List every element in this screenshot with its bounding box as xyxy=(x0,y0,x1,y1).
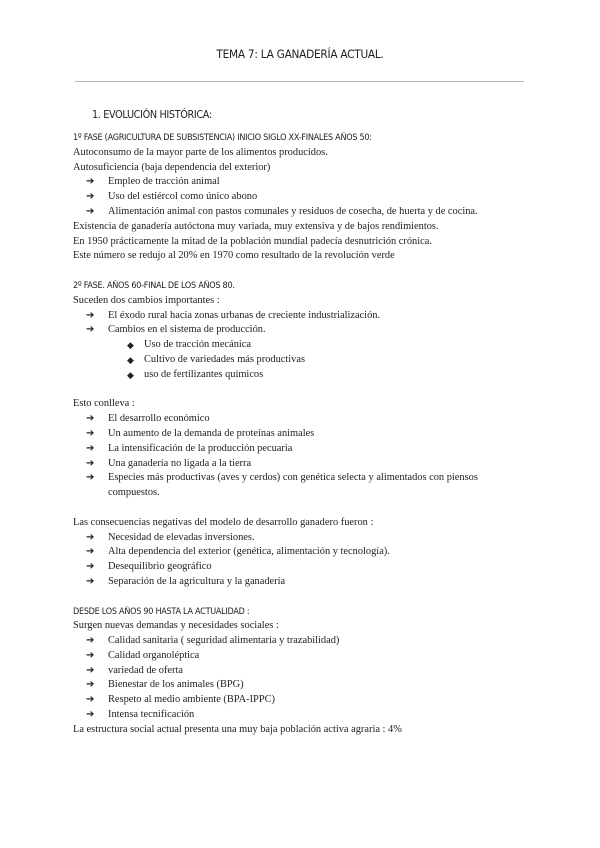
phase2-sub-bullet: ◆ uso de fertilizantes químicos xyxy=(73,368,543,383)
phase3-bullet: ➔ Respeto al medio ambiente (BPA-IPPC) xyxy=(73,693,543,708)
arrow-right-icon: ➔ xyxy=(86,472,95,484)
negativas-intro: Las consecuencias negativas del modelo de desarrollo ganadero fueron : xyxy=(73,516,374,528)
negativas-bullet: ➔ Alta dependencia del exterior (genética, alimentación y tecnología). xyxy=(73,545,543,560)
phase2-bullet: ➔ Cambios en el sistema de producción. xyxy=(73,323,543,338)
arrow-right-icon: ➔ xyxy=(86,457,95,469)
arrow-right-icon: ➔ xyxy=(86,205,95,217)
phase3-bullet: ➔ Intensa tecnificación xyxy=(73,708,543,723)
diamond-bullet-icon: ◆ xyxy=(127,340,134,351)
section-heading: 1. EVOLUCIÓN HISTÓRICA: xyxy=(92,108,212,121)
conlleva-bullet: ➔ El desarrollo económico xyxy=(73,412,543,427)
arrow-right-icon: ➔ xyxy=(86,531,95,543)
document-body xyxy=(73,131,543,738)
arrow-right-icon: ➔ xyxy=(86,649,95,661)
phase1-after-line: En 1950 prácticamente la mitad de la población mundial padecía desnutrición crónica. xyxy=(73,235,432,247)
phase2-bullet: ➔ El éxodo rural hacia zonas urbanas de creciente industrialización. xyxy=(73,309,543,324)
arrow-right-icon: ➔ xyxy=(86,442,95,454)
arrow-right-icon: ➔ xyxy=(86,694,95,706)
diamond-bullet-icon: ◆ xyxy=(127,369,134,380)
conlleva-bullet: ➔ Una ganadería no ligada a la tierra xyxy=(73,457,543,472)
conlleva-intro: Esto conlleva : xyxy=(73,398,135,410)
conlleva-bullet: ➔ Especies más productivas (aves y cerdos) con genética selecta y alimentados con piensos xyxy=(73,471,543,486)
document-title: TEMA 7: LA GANADERÍA ACTUAL. xyxy=(216,47,384,61)
conlleva-bullet: ➔ Un aumento de la demanda de proteínas animales xyxy=(73,427,543,442)
phase1-after-line: Existencia de ganadería autóctona muy variada, muy extensiva y de bajos rendimientos. xyxy=(73,220,439,232)
phase2-sub-bullet: ◆ Cultivo de variedades más productivas xyxy=(73,353,543,368)
phase1-bullet: ➔ Empleo de tracción animal xyxy=(73,175,543,190)
arrow-right-icon: ➔ xyxy=(86,176,95,188)
arrow-right-icon: ➔ xyxy=(86,413,95,425)
phase1-heading: 1º FASE (AGRICULTURA DE SUBSISTENCIA) INICIO SIGLO XX-FINALES AÑOS 50: xyxy=(73,133,372,143)
phase2-intro: Suceden dos cambios importantes : xyxy=(73,294,220,306)
phase1-bullet: ➔ Uso del estiércol como único abono xyxy=(73,190,543,205)
arrow-right-icon: ➔ xyxy=(86,575,95,587)
phase1-after-line: Este número se redujo al 20% en 1970 como resultado de la revolución verde xyxy=(73,250,395,262)
arrow-right-icon: ➔ xyxy=(86,546,95,558)
arrow-right-icon: ➔ xyxy=(86,635,95,647)
conlleva-bullet: ➔ La intensificación de la producción pecuaria xyxy=(73,442,543,457)
phase3-intro: Surgen nuevas demandas y necesidades sociales : xyxy=(73,620,279,632)
negativas-bullet: ➔ Separación de la agricultura y la ganadería xyxy=(73,575,543,590)
phase3-closing: La estructura social actual presenta una muy baja población activa agraria : 4% xyxy=(73,723,402,735)
arrow-right-icon: ➔ xyxy=(86,679,95,691)
arrow-right-icon: ➔ xyxy=(86,709,95,721)
phase2-heading: 2º FASE. AÑOS 60-FINAL DE LOS AÑOS 80. xyxy=(73,280,235,291)
phase2-sub-bullet: ◆ Uso de tracción mecánica xyxy=(73,338,543,353)
conlleva-bullet-continuation: compuestos. xyxy=(108,487,160,499)
phase1-line: Autosuficiencia (baja dependencia del exterior) xyxy=(73,161,271,173)
negativas-bullet: ➔ Necesidad de elevadas inversiones. xyxy=(73,531,543,546)
arrow-right-icon: ➔ xyxy=(86,309,95,321)
phase3-bullet: ➔ Bienestar de los animales (BPG) xyxy=(73,678,543,693)
arrow-right-icon: ➔ xyxy=(86,191,95,203)
diamond-bullet-icon: ◆ xyxy=(127,354,134,365)
phase3-bullet: ➔ variedad de oferta xyxy=(73,664,543,679)
arrow-right-icon: ➔ xyxy=(86,324,95,336)
title-divider xyxy=(75,81,524,82)
arrow-right-icon: ➔ xyxy=(86,664,95,676)
arrow-right-icon: ➔ xyxy=(86,561,95,573)
phase1-bullet: ➔ Alimentación animal con pastos comunales y residuos de cosecha, de huerta y de cocina. xyxy=(73,205,543,220)
phase3-bullet: ➔ Calidad organoléptica xyxy=(73,649,543,664)
negativas-bullet: ➔ Desequilibrio geográfico xyxy=(73,560,543,575)
phase3-heading: DESDE LOS AÑOS 90 HASTA LA ACTUALIDAD : xyxy=(73,606,250,617)
phase1-line: Autoconsumo de la mayor parte de los alimentos producidos. xyxy=(73,146,328,158)
phase3-bullet: ➔ Calidad sanitaria ( seguridad alimentaria y trazabilidad) xyxy=(73,634,543,649)
arrow-right-icon: ➔ xyxy=(86,427,95,439)
